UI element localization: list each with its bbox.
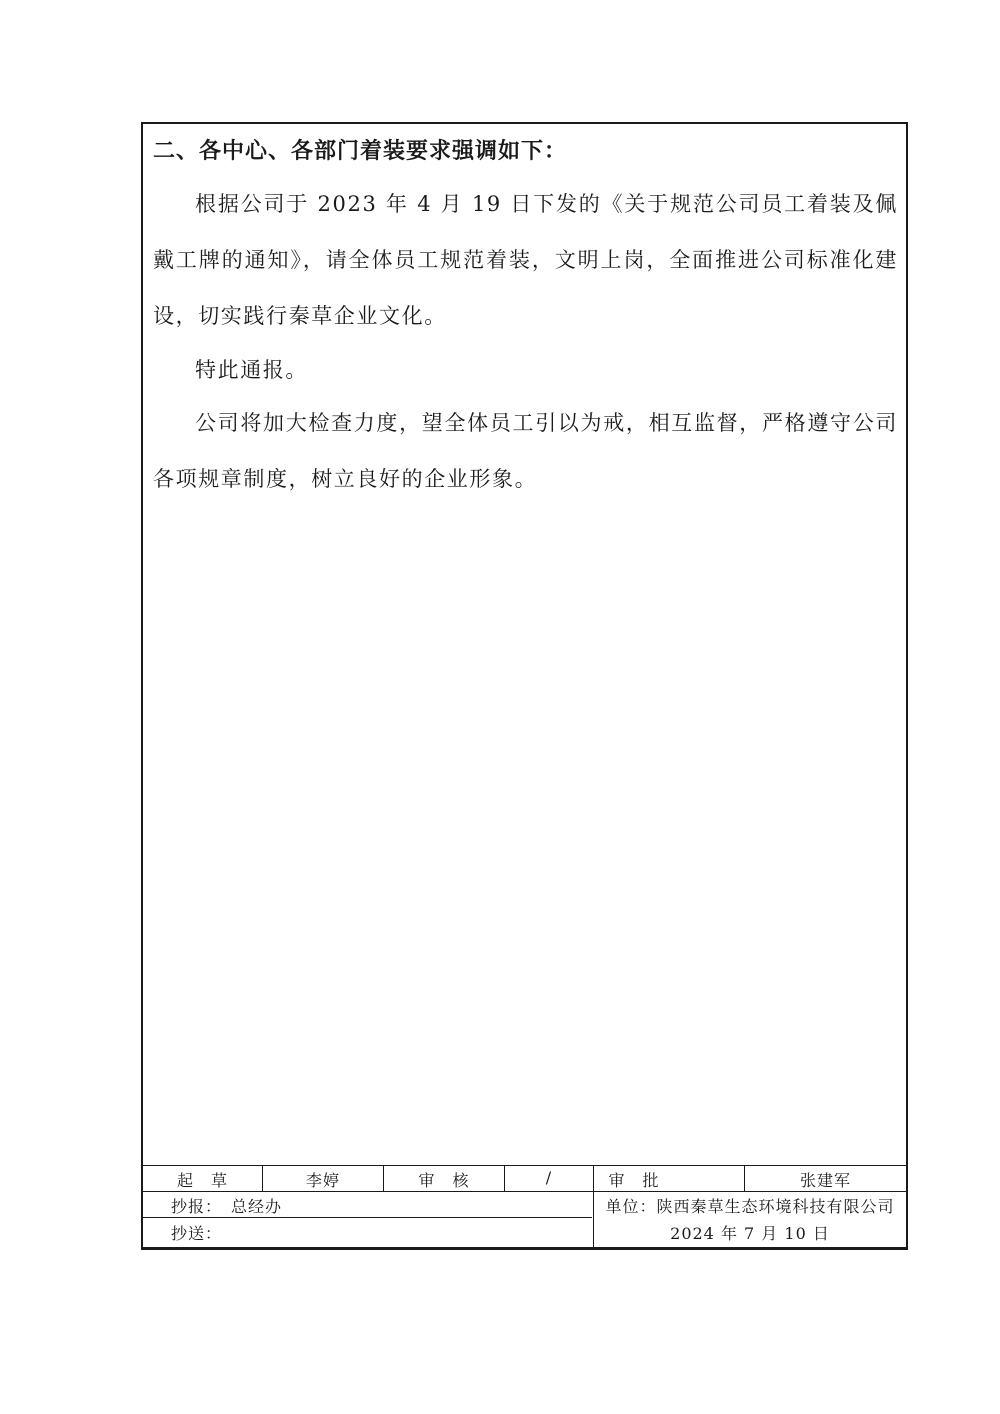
document-frame: [141, 122, 908, 1250]
paragraph-inspection: 公司将加大检查力度，望全体员工引以为戒，相互监督，严格遵守公司各项规章制度，树立良好的企业形象。: [153, 411, 898, 491]
table-divider: [143, 1165, 906, 1166]
review-label: 审 核: [418, 1171, 470, 1190]
table-divider: [143, 1191, 906, 1192]
approve-value: 张建军: [799, 1171, 851, 1190]
approve-label: 审 批: [608, 1171, 660, 1190]
issuing-unit: 单位：陕西秦草生态环境科技有限公司: [605, 1197, 895, 1216]
report-to: 抄报： 总经办: [171, 1197, 283, 1216]
table-divider: [143, 1217, 592, 1218]
copy-to: 抄送：: [171, 1224, 223, 1243]
paragraph-dress-code: 根据公司于 2023 年 4 月 19 日下发的《关于规范公司员工着装及佩戴工牌的通知》，请全体员工规范着装，文明上岗，全面推进公司标准化建设，切实践行秦草企业文化。: [153, 192, 898, 328]
paragraph-notice: 特此通报。: [195, 358, 308, 382]
issue-date: 2024 年 7 月 10 日: [670, 1224, 830, 1243]
review-value: /: [545, 1168, 553, 1187]
draft-label: 起 草: [176, 1171, 228, 1190]
draft-value: 李婷: [305, 1171, 340, 1190]
signature-table: [143, 1165, 906, 1247]
section-heading: 二、各中心、各部门着装要求强调如下：: [153, 139, 568, 164]
